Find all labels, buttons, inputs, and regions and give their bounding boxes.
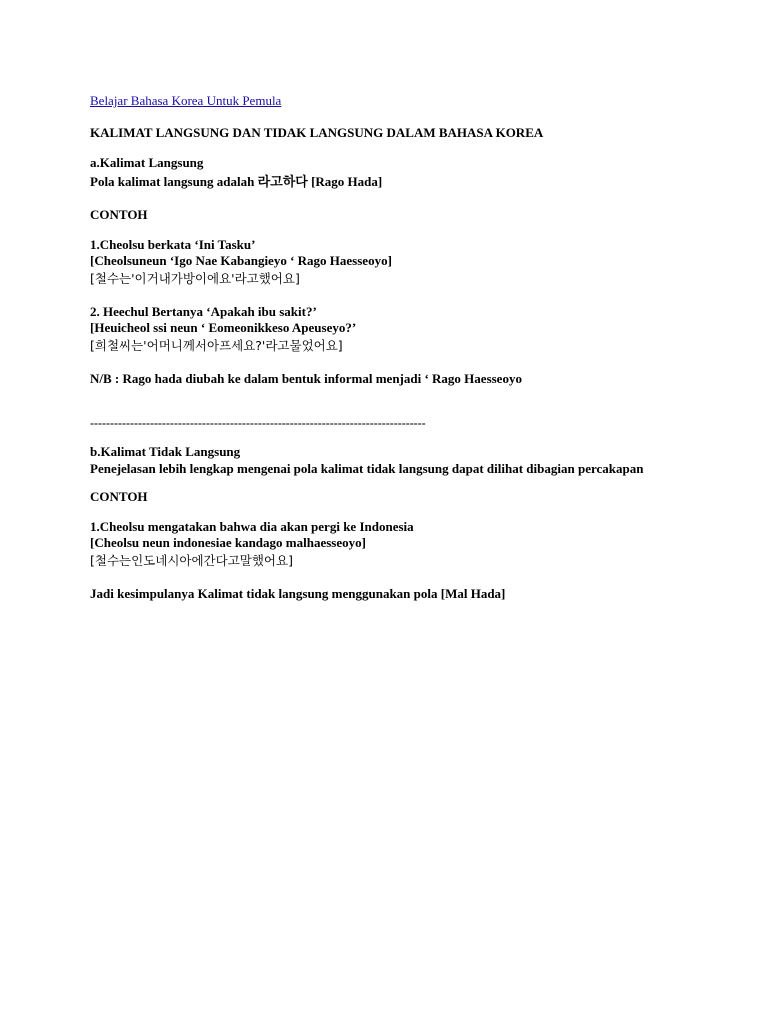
main-heading: KALIMAT LANGSUNG DAN TIDAK LANGSUNG DALAM BAHASA KOREA <box>90 125 544 140</box>
section-a-example-label: CONTOH <box>90 207 148 222</box>
section-b-description: Penejelasan lebih lengkap mengenai pola kalimat tidak langsung dapat dilihat dibagian percakapan <box>90 461 644 476</box>
note-line <box>90 371 522 387</box>
example1-indonesian: 1.Cheolsu berkata ‘Ini Tasku’ <box>90 237 256 252</box>
example2-indonesian: 2. Heechul Bertanya ‘Apakah ibu sakit?’ <box>90 304 317 319</box>
section-a-pattern: Pola kalimat langsung adalah 라고하다 [Rago Hada] <box>90 174 383 189</box>
section-a-title: a.Kalimat Langsung <box>90 155 204 170</box>
section-b-example1-romanization: [Cheolsu neun indonesiae kandago malhaesseoyo] <box>90 535 366 550</box>
example1-korean: [철수는'이거내가방이에요'라고했어요] <box>90 271 300 286</box>
section-divider: ------------------------------------------------------------------------------------ <box>90 416 426 430</box>
section-b-title: b.Kalimat Tidak Langsung <box>90 444 241 459</box>
section-b-example1-korean: [철수는인도네시아에간다고말했어요] <box>90 553 293 568</box>
note-part1: N/B : Rago hada diubah ke dalam <box>90 371 282 386</box>
example2-korean: [희철씨는'어머니께서아프세요?'라고물었어요] <box>90 338 343 353</box>
title-link[interactable]: Belajar Bahasa Korea Untuk Pemula <box>90 93 282 108</box>
section-b-example1-indonesian: 1.Cheolsu mengatakan bahwa dia akan pergi ke Indonesia <box>90 519 414 534</box>
section-b-example-label: CONTOH <box>90 489 148 504</box>
note-part2: bentuk informal menjadi ‘ Rago Haesseoyo <box>281 371 522 386</box>
conclusion: Jadi kesimpulanya Kalimat tidak langsung menggunakan pola [Mal Hada] <box>90 586 506 601</box>
example1-romanization: [Cheolsuneun ‘Igo Nae Kabangieyo ‘ Rago Haesseoyo] <box>90 253 392 268</box>
example2-romanization: [Heuicheol ssi neun ‘ Eomeonikkeso Apeuseyo?’ <box>90 320 357 335</box>
